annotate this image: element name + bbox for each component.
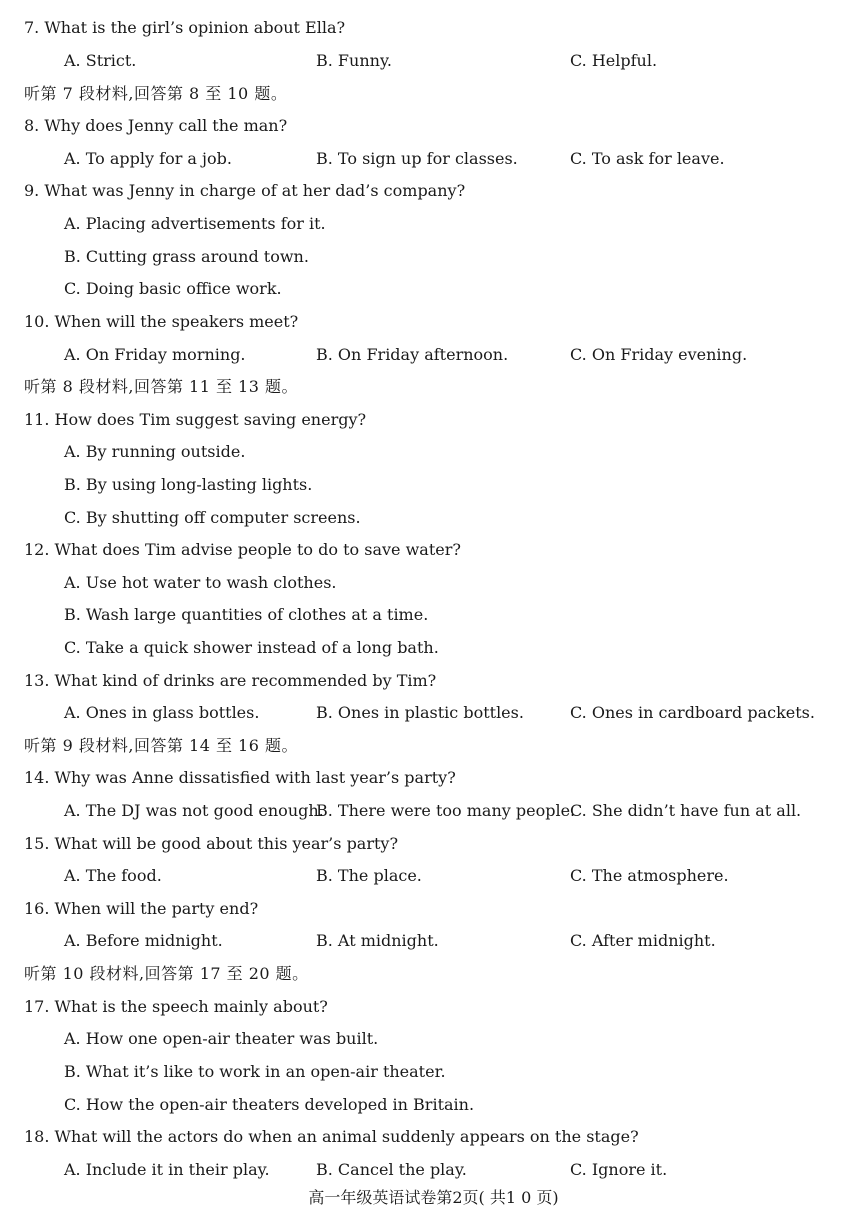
q9-option-c: C. Doing basic office work. xyxy=(64,279,282,298)
q13-option-c: C. Ones in cardboard packets. xyxy=(570,703,815,722)
q10-option-c: C. On Friday evening. xyxy=(570,345,748,364)
question-14: 14. Why was Anne dissatisfied with last year’s party? xyxy=(24,768,456,787)
q15-option-b: B. The place. xyxy=(316,866,422,885)
q17-option-b: B. What it’s like to work in an open-air theater. xyxy=(64,1062,446,1081)
question-11: 11. How does Tim suggest saving energy? xyxy=(24,410,367,429)
q12-option-b: B. Wash large quantities of clothes at a time. xyxy=(64,605,429,624)
q10-option-b: B. On Friday afternoon. xyxy=(316,345,509,364)
q14-option-b: B. There were too many people. xyxy=(316,801,576,820)
q7-option-c: C. Helpful. xyxy=(570,51,658,70)
q7-option-a: A. Strict. xyxy=(64,51,137,70)
q8-option-a: A. To apply for a job. xyxy=(64,149,232,168)
q17-option-a: A. How one open-air theater was built. xyxy=(64,1029,379,1048)
q16-option-c: C. After midnight. xyxy=(570,931,716,950)
q16-option-b: B. At midnight. xyxy=(316,931,439,950)
section-heading-7: 听第 7 段材料,回答第 8 至 10 题。 xyxy=(24,84,288,103)
question-10: 10. When will the speakers meet? xyxy=(24,312,299,331)
q13-option-a: A. Ones in glass bottles. xyxy=(64,703,260,722)
question-15: 15. What will be good about this year’s party? xyxy=(24,834,399,853)
q14-option-a: A. The DJ was not good enough. xyxy=(64,801,324,820)
question-18: 18. What will the actors do when an animal suddenly appears on the stage? xyxy=(24,1127,639,1146)
page-footer: 高一年级英语试卷第2页( 共1 0 页) xyxy=(308,1188,559,1207)
question-17: 17. What is the speech mainly about? xyxy=(24,997,328,1016)
q11-option-c: C. By shutting off computer screens. xyxy=(64,508,361,527)
question-16: 16. When will the party end? xyxy=(24,899,259,918)
q12-option-c: C. Take a quick shower instead of a long bath. xyxy=(64,638,439,657)
q18-option-a: A. Include it in their play. xyxy=(64,1160,270,1179)
q13-option-b: B. Ones in plastic bottles. xyxy=(316,703,524,722)
q8-option-b: B. To sign up for classes. xyxy=(316,149,518,168)
q14-option-c: C. She didn’t have fun at all. xyxy=(570,801,802,820)
q7-option-b: B. Funny. xyxy=(316,51,392,70)
q17-option-c: C. How the open-air theaters developed in Britain. xyxy=(64,1095,475,1114)
q11-option-b: B. By using long-lasting lights. xyxy=(64,475,313,494)
question-7: 7. What is the girl’s opinion about Ella? xyxy=(24,18,346,37)
question-9: 9. What was Jenny in charge of at her dad’s company? xyxy=(24,181,466,200)
q16-option-a: A. Before midnight. xyxy=(64,931,223,950)
question-8: 8. Why does Jenny call the man? xyxy=(24,116,288,135)
q12-option-a: A. Use hot water to wash clothes. xyxy=(64,573,337,592)
q9-option-a: A. Placing advertisements for it. xyxy=(64,214,326,233)
section-heading-10: 听第 10 段材料,回答第 17 至 20 题。 xyxy=(24,964,309,983)
question-13: 13. What kind of drinks are recommended by Tim? xyxy=(24,671,437,690)
question-12: 12. What does Tim advise people to do to save water? xyxy=(24,540,461,559)
q15-option-c: C. The atmosphere. xyxy=(570,866,729,885)
section-heading-9: 听第 9 段材料,回答第 14 至 16 题。 xyxy=(24,736,299,755)
q15-option-a: A. The food. xyxy=(64,866,162,885)
q9-option-b: B. Cutting grass around town. xyxy=(64,247,309,266)
q8-option-c: C. To ask for leave. xyxy=(570,149,725,168)
q11-option-a: A. By running outside. xyxy=(64,442,246,461)
q10-option-a: A. On Friday morning. xyxy=(64,345,246,364)
q18-option-b: B. Cancel the play. xyxy=(316,1160,467,1179)
q18-option-c: C. Ignore it. xyxy=(570,1160,668,1179)
section-heading-8: 听第 8 段材料,回答第 11 至 13 题。 xyxy=(24,377,299,396)
